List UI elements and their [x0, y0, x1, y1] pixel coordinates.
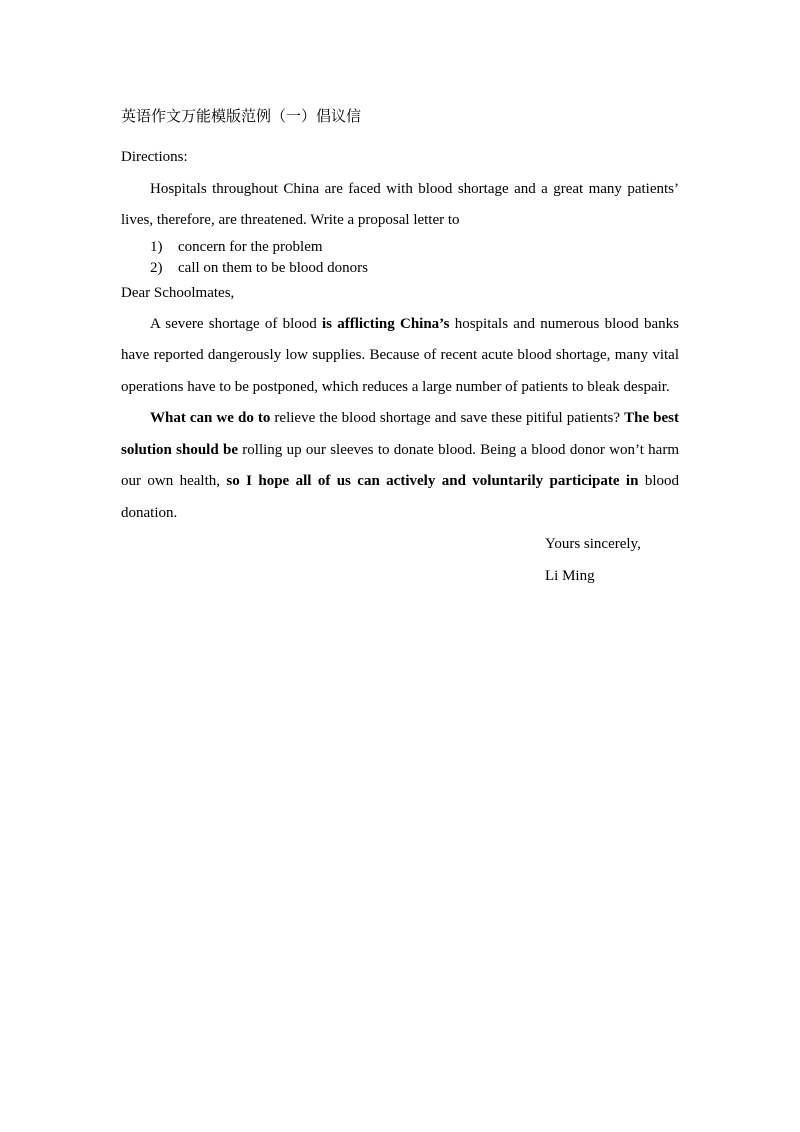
list-item — [121, 258, 679, 279]
list-item-number: 2) — [150, 259, 163, 276]
paragraph-text: hospitals and numerous blood banks have reported dangerously low supplies. Because of recent acute blood shortage, many vital operations have to be postponed, which reduces a large number of patients to bleak despair. — [121, 315, 679, 395]
paragraph-text: A severe shortage of blood — [150, 315, 323, 332]
task-list — [121, 237, 679, 279]
letter-salutation: Dear Schoolmates, — [121, 284, 235, 301]
directions-label: Directions: — [121, 149, 188, 165]
letter-paragraph-1 — [121, 309, 679, 404]
paragraph-text: relieve the blood shortage and save these pitiful patients? — [270, 410, 625, 426]
bold-phrase: so I hope all of us can actively and voluntarily participate in — [226, 473, 639, 489]
letter-signature: Li Ming — [545, 567, 595, 584]
letter-closing: Yours sincerely, — [545, 536, 641, 552]
list-item — [121, 237, 679, 258]
list-item-text: concern for the problem — [178, 238, 323, 255]
bold-phrase: The best solution should be — [121, 410, 679, 458]
bold-phrase: What can we do to — [150, 410, 271, 426]
document-title: 英语作文万能模版范例（一）倡议信 — [121, 107, 362, 125]
bold-phrase: is afflicting China’s — [322, 315, 450, 332]
document-page — [121, 104, 679, 592]
directions-text: Hospitals throughout China are faced with blood shortage and a great many patients’ lives, therefore, are threatened. Write a proposal letter to — [121, 180, 679, 228]
letter-paragraph-2 — [121, 403, 679, 529]
list-item-number: 1) — [150, 238, 163, 255]
paragraph-text: blood donation. — [121, 473, 679, 521]
paragraph-text: rolling up our sleeves to donate blood. Being a blood donor won’t harm our own health, — [121, 441, 679, 489]
list-item-text: call on them to be blood donors — [178, 259, 368, 276]
